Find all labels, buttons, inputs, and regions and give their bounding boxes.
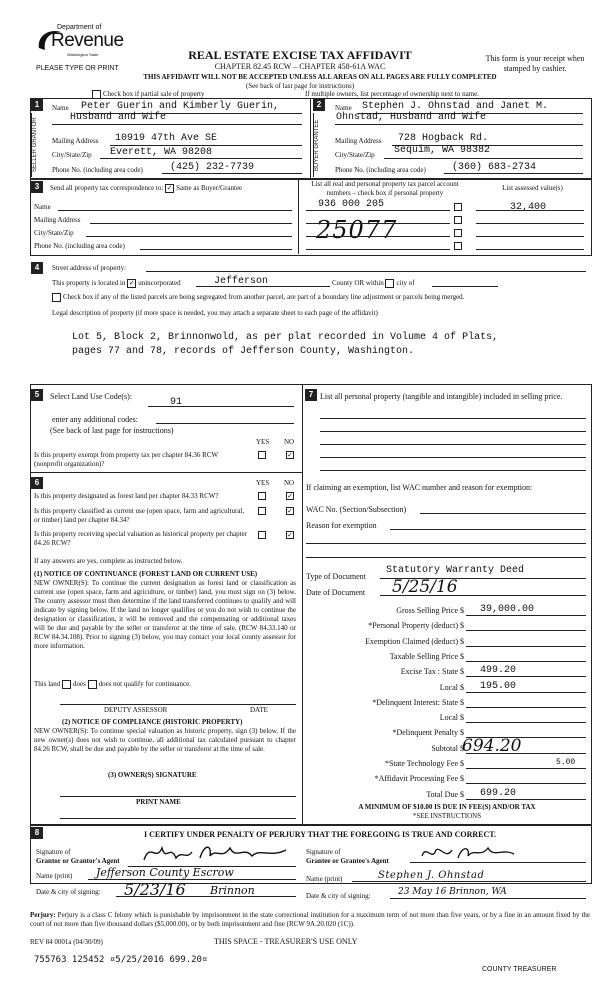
treasurer-space-label: THIS SPACE - TREASURER'S USE ONLY <box>214 937 358 946</box>
personal-property-checkbox-4[interactable] <box>454 242 462 250</box>
deputy-assessor-label: DEPUTY ASSESSOR <box>104 706 168 714</box>
q3-no-checkbox[interactable]: ✓ <box>287 531 293 539</box>
land-use-label: Select Land Use Code(s): <box>50 392 132 401</box>
treasurer-stamp: 755763 125452 ¤5/25/2016 699.20¤ <box>34 955 208 965</box>
partial-sale-checkbox[interactable]: Check box if partial sale of property <box>92 90 204 99</box>
minimum-due-note: A MINIMUM OF $10.00 IS DUE IN FEE(S) AND/OR TAX <box>358 803 536 811</box>
dept-line3: Washington State <box>67 52 99 57</box>
form-title: REAL ESTATE EXCISE TAX AFFIDAVIT <box>188 48 412 62</box>
buyer-tab: BUYER GRANTEE <box>313 113 326 177</box>
tax-row-value[interactable]: 39,000.00 <box>480 604 535 615</box>
within-city-checkbox[interactable] <box>385 279 394 288</box>
grantee-name-label: Name (print) <box>306 875 343 883</box>
personal-property-label: List all personal property (tangible and intangible) included in selling price. <box>320 392 563 401</box>
section-8-badge: 8 <box>31 827 43 839</box>
segregated-checkbox[interactable] <box>52 293 61 302</box>
forest-q1: Is this property designated as forest land per chapter 84.33 RCW? <box>34 492 219 500</box>
q2-no-checkbox[interactable]: ✓ <box>287 507 293 515</box>
tax-row-label: *Delinquent Penalty $ <box>392 728 464 737</box>
grantee-name[interactable]: Stephen J. Ohnstad <box>378 870 485 881</box>
reason-label: Reason for exemption <box>306 521 377 530</box>
rev-number: REV 84 0001a (04/30/09) <box>30 938 103 946</box>
grantee-signature-icon <box>418 842 518 864</box>
notice2-title: (2) NOTICE OF COMPLIANCE (HISTORIC PROPERTY) <box>62 718 243 726</box>
doc-type-value[interactable]: Statutory Warranty Deed <box>386 565 525 576</box>
perjury-note: Perjury: Perjury is a class C felony which is punishable by imprisonment in the state correctional institution for a maximum term of not more than five years, or by a fine in an amount fixed by the court of not more than five thousand dollars ($5,000.00), or by both imprisonment and fine (RCW 9A.20.020 (1C)). <box>30 911 591 928</box>
tax-row-value[interactable]: 5.00 <box>556 758 576 767</box>
seller-name-line1[interactable]: Peter Guerin and Kimberly Guerin, <box>81 101 280 112</box>
county-value[interactable]: Jefferson <box>214 276 269 287</box>
located-in-line: This property is located in ✓ unincorporated <box>52 279 181 288</box>
no-header-5: NO <box>284 438 295 446</box>
if-yes-note: If any answers are yes, complete as instructed below. <box>34 557 183 565</box>
grantor-sig-label1: Signature of <box>36 848 71 856</box>
tax-row-label: Taxable Selling Price $ <box>389 652 464 661</box>
section-5-badge: 5 <box>31 389 43 401</box>
legal-line1: Lot 5, Block 2, Brinnonwold, as per plat recorded in Volume 4 of Plats, <box>72 332 499 343</box>
no-header-6: NO <box>284 479 295 487</box>
this-land-line: This land does does not qualify for continuance. <box>34 680 191 689</box>
tax-row-label: *Affidavit Processing Fee $ <box>374 774 464 783</box>
tax-row-line <box>466 799 586 800</box>
tax-row-label: Gross Selling Price $ <box>396 606 464 615</box>
q2-yes-checkbox[interactable] <box>258 507 266 515</box>
q1-no-checkbox[interactable]: ✓ <box>287 492 293 500</box>
wac-label: WAC No. (Section/Subsection) <box>306 505 407 514</box>
doc-type-label: Type of Document <box>306 572 366 581</box>
assessed-value-1[interactable]: 32,400 <box>510 202 547 213</box>
owner-signature-label: (3) OWNER(S) SIGNATURE <box>108 771 197 779</box>
seller-tab: SELLER GRANTOR <box>31 113 44 177</box>
tax-row-line <box>466 615 586 616</box>
exempt-question: Is this property exempt from property tax per chapter 84.36 RCW (nonprofit organization)? <box>34 451 218 468</box>
notice1-title: (1) NOTICE OF CONTINUANCE (FOREST LAND OR CURRENT USE) <box>34 570 258 578</box>
legal-label: Legal description of property (if more space is needed, you may attach a separate sheet to each page of the affidavit) <box>52 309 378 317</box>
tax-row-label: Local $ <box>439 683 464 692</box>
section-1-badge: 1 <box>31 99 43 111</box>
corr-address-label: Mailing Address <box>34 216 81 224</box>
seller-city[interactable]: Everett, WA 98208 <box>110 147 213 158</box>
grantor-sig-label2: Grantor or Grantor's Agent <box>36 857 120 865</box>
seller-phone-label: Phone No. (including area code) <box>52 166 143 174</box>
grantee-date-label: Date & city of signing: <box>306 892 371 900</box>
county-treasurer-label: COUNTY TREASURER <box>482 966 557 973</box>
print-name-label: PRINT NAME <box>136 798 181 806</box>
exempt-yes-checkbox[interactable] <box>258 451 266 459</box>
dor-logo <box>35 22 125 64</box>
doc-date-value[interactable]: 5/25/16 <box>392 577 458 597</box>
buyer-address-label: Mailing Address <box>335 137 382 145</box>
buyer-name-label: Name <box>335 104 352 112</box>
notice2-body: NEW OWNER(S): To continue special valuation as historic property, sign (3) below. If the new owner(s) does not wish to continue, all additional tax calculated pursuant to chapter 84.26 RCW, shall be due and payable by the seller or transferor at the time of sale. <box>34 727 296 753</box>
tax-row-line <box>466 661 586 662</box>
tax-row-label: *Delinquent Interest: State $ <box>372 698 464 707</box>
notice1-body: NEW OWNER(S): To continue the current designation as forest land or classification as current use (open space, farm and agriculture, or timber) land, you must sign on (3) below. The county assessor must then determine if the land transferred continues to qualify and will indicate by signing below. If the land no longer qualifies or you do not wish to continue the designation or classification, it will be removed and the compensating or additional taxes will be due and payable by the seller or transferor at the time of sale. (RCW 84.33.140 or RCW 84.34.108). Prior to signing (3) below, you may contact your local county assessor for more information. <box>34 579 296 650</box>
dept-line2: Revenue <box>51 30 124 51</box>
tax-row-line <box>466 676 586 677</box>
chapter-line: CHAPTER 82.45 RCW – CHAPTER 458-61A WAC <box>214 62 386 71</box>
see-instructions-note: *SEE INSTRUCTIONS <box>412 812 482 820</box>
receipt-note: This form is your receipt when stamped by cashier. <box>485 54 585 73</box>
additional-codes-label: enter any additional codes: <box>52 415 138 424</box>
tax-row-label: Subtotal $ <box>431 744 464 753</box>
tax-row-label: *Personal Property (deduct) $ <box>368 621 464 630</box>
corr-city-label: City/State/Zip <box>34 229 74 237</box>
grantor-date-label: Date & city of signing: <box>36 888 101 896</box>
tax-row-line <box>466 692 586 693</box>
does-checkbox[interactable] <box>62 680 71 689</box>
tax-row-label: Exemption Claimed (deduct) $ <box>365 637 464 646</box>
seller-address[interactable]: 10919 47th Ave SE <box>115 133 218 144</box>
grantor-signature-icon <box>140 840 290 866</box>
forest-q3: Is this property receiving special valuation as historical property per chapter 84.26 RCW? <box>34 530 248 547</box>
tax-row-line <box>466 722 586 723</box>
tax-row-label: Total Due $ <box>426 790 464 799</box>
street-label: Street address of property: <box>52 264 127 272</box>
tax-row-line <box>466 783 586 784</box>
segregated-line: Check box if any of the listed parcels are being segregated from another parcel, are part of a boundary line adjustment or parcels being merged. <box>52 293 464 302</box>
county-or-line: County OR within city of <box>332 279 415 288</box>
doc-date-label: Date of Document <box>306 588 366 597</box>
seller-city-label: City/State/Zip <box>52 151 92 159</box>
seller-name-label: Name <box>52 104 69 112</box>
warning-line: THIS AFFIDAVIT WILL NOT BE ACCEPTED UNLESS ALL AREAS ON ALL PAGES ARE FULLY COMPLETED <box>143 73 497 81</box>
tax-row-line <box>466 707 586 708</box>
multiple-owners-note: If multiple owners, list percentage of ownership next to name. <box>305 90 479 98</box>
corr-phone-label: Phone No. (including area code) <box>34 242 125 250</box>
section-4-badge: 4 <box>31 262 43 274</box>
tax-row-value[interactable]: 699.20 <box>480 788 517 799</box>
tax-row-value[interactable]: 694.20 <box>462 736 522 756</box>
date-label: DATE <box>250 706 268 714</box>
grantor-name-label: Name (print) <box>36 872 73 880</box>
dept-line1: Department of <box>57 24 102 31</box>
tax-row-line <box>466 768 586 769</box>
tax-row-label: *State Technology Fee $ <box>384 759 464 768</box>
section-6-badge: 6 <box>31 477 43 489</box>
grantor-city[interactable]: Brinnon <box>210 884 255 897</box>
parcel-number-1[interactable]: 936 000 205 <box>318 199 385 210</box>
section-7-badge: 7 <box>305 389 317 401</box>
land-use-see-back: (See back of last page for instructions) <box>50 426 174 435</box>
seller-address-label: Mailing Address <box>52 137 99 145</box>
correspondence-label: Send all property tax correspondence to: ✓ Same as Buyer/Grantee <box>50 184 243 193</box>
legal-line2: pages 77 and 78, records of Jefferson County, Washington. <box>72 346 415 357</box>
section-3-badge: 3 <box>31 181 43 193</box>
buyer-address[interactable]: 728 Hogback Rd. <box>398 133 489 144</box>
does-not-checkbox[interactable] <box>88 680 97 689</box>
grantor-date[interactable]: 5/23/16 <box>124 880 186 899</box>
forest-q2: Is this property classified as current use (open space, farm and agricultural, or timber) land per chapter 84.34? <box>34 507 245 524</box>
personal-property-checkbox-3[interactable] <box>454 229 462 237</box>
parcel-header: List all real and personal property tax parcel account numbers – check box if personal property <box>311 180 459 197</box>
q3-yes-checkbox[interactable] <box>258 531 266 539</box>
tax-row-label: Excise Tax : State $ <box>400 667 464 676</box>
see-back-line: (See back of last page for instructions) <box>245 82 355 90</box>
seller-name-line2[interactable]: Husband and Wife <box>70 112 167 123</box>
tax-row-line <box>466 630 586 631</box>
personal-property-checkbox-1[interactable] <box>454 203 462 211</box>
corr-name-label: Name <box>34 203 51 211</box>
certify-statement: I CERTIFY UNDER PENALTY OF PERJURY THAT THE FOREGOING IS TRUE AND CORRECT. <box>143 830 496 839</box>
buyer-name-line2[interactable]: Ohnstad, Husband and Wife <box>336 112 487 123</box>
tax-row-value[interactable]: 195.00 <box>480 681 517 692</box>
exemption-label: If claiming an exemption, list WAC number and reason for exemption: <box>306 483 533 492</box>
grantee-date[interactable]: 23 May 16 Brinnon, WA <box>398 887 507 897</box>
handwritten-parcel: 25077 <box>316 216 398 244</box>
exempt-no-checkbox[interactable]: ✓ <box>287 451 293 459</box>
print-note: PLEASE TYPE OR PRINT <box>36 65 119 72</box>
tax-row-line <box>466 646 586 647</box>
unincorporated-checkbox[interactable]: ✓ <box>128 279 135 287</box>
tax-row-value[interactable]: 499.20 <box>480 665 517 676</box>
land-use-code[interactable]: 91 <box>170 397 183 408</box>
personal-property-checkbox-2[interactable] <box>454 216 462 224</box>
tax-row-label: Local $ <box>439 713 464 722</box>
yes-header-5: YES <box>256 438 270 446</box>
section-2-badge: 2 <box>313 99 325 111</box>
buyer-city-label: City/State/Zip <box>335 151 375 159</box>
assessed-header: List assessed value(s) <box>502 184 563 192</box>
grantee-sig-label2: Grantee or Grantee's Agent <box>306 857 389 865</box>
same-as-checkbox[interactable]: ✓ <box>166 184 173 192</box>
buyer-name-line1[interactable]: Stephen J. Ohnstad and Janet M. <box>362 101 549 112</box>
buyer-phone-label: Phone No. (including area code) <box>335 166 426 174</box>
seller-phone[interactable]: (425) 232-7739 <box>170 162 255 173</box>
q1-yes-checkbox[interactable] <box>258 492 266 500</box>
buyer-phone[interactable]: (360) 683-2734 <box>452 162 537 173</box>
grantor-name[interactable]: Jefferson County Escrow <box>96 866 234 879</box>
grantee-sig-label1: Signature of <box>306 848 341 856</box>
buyer-city[interactable]: Sequim, WA 98382 <box>394 145 491 156</box>
yes-header-6: YES <box>256 479 270 487</box>
